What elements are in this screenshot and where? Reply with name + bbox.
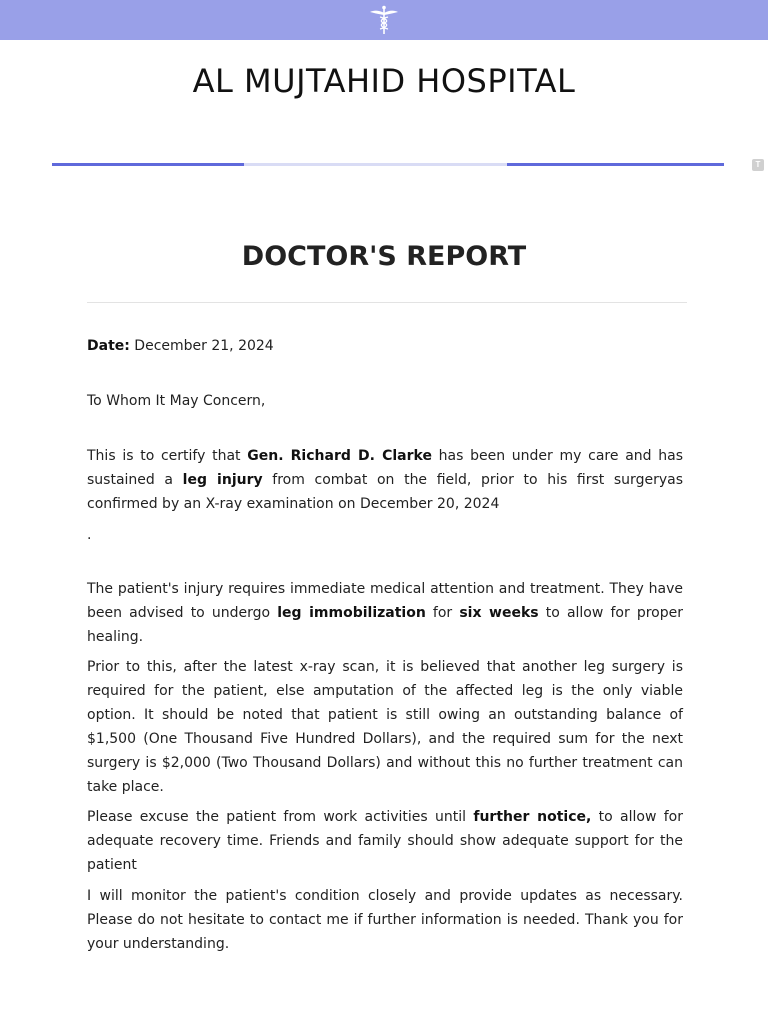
- report-title: DOCTOR'S REPORT: [241, 241, 527, 272]
- header-band: [0, 0, 768, 40]
- salutation: To Whom It May Concern,: [87, 393, 266, 409]
- paragraph-work-excuse: Please excuse the patient from work activities until further notice, to allow for adequate recovery time. Friends and family should show adequate support for the patient: [87, 809, 683, 873]
- paragraph-treatment: The patient's injury requires immediate medical attention and treatment. They have been advised to undergo leg immobilization for six weeks to allow for proper healing.: [87, 581, 684, 645]
- treatment-type: leg immobilization: [277, 605, 426, 621]
- paragraph-certification: This is to certify that Gen. Richard D. Clarke has been under my care and has sustained a leg injury from combat on the field, prior to his first surgeryas confirmed by an X-ray examination on December 20, 2024: [87, 448, 683, 512]
- notice-emphasis: further notice,: [473, 809, 592, 825]
- text-edit-icon[interactable]: T: [752, 159, 764, 171]
- paragraph-closing: I will monitor the patient's condition closely and provide updates as necessary. Please do not hesitate to contact me if further information is needed. Thank you for your understanding.: [87, 888, 683, 952]
- title-divider: [87, 302, 687, 303]
- date-value: December 21, 2024: [129, 338, 274, 354]
- caduceus-icon: [368, 4, 400, 36]
- date-label: Date:: [87, 338, 130, 354]
- stray-period: .: [87, 527, 92, 543]
- treatment-duration: six weeks: [459, 605, 539, 621]
- injury-type: leg injury: [182, 472, 263, 488]
- date-line: [87, 334, 683, 358]
- patient-name: Gen. Richard D. Clarke: [247, 448, 432, 464]
- paragraph-surgery-balance: Prior to this, after the latest x-ray scan, it is believed that another leg surgery is required for the patient, else amputation of the affected leg is the only viable option. It should be noted that patient is still owing an outstanding balance of $1,500 (One Thousand Five Hundred Dollars), and the required sum for the next surgery is $2,000 (Two Thousand Dollars) and without this no further treatment can take place.: [87, 659, 683, 795]
- header-divider-middle: [244, 163, 507, 166]
- hospital-name: AL MUJTAHID HOSPITAL: [192, 62, 576, 100]
- header-divider-left: [52, 163, 244, 166]
- header-divider-right: [507, 163, 724, 166]
